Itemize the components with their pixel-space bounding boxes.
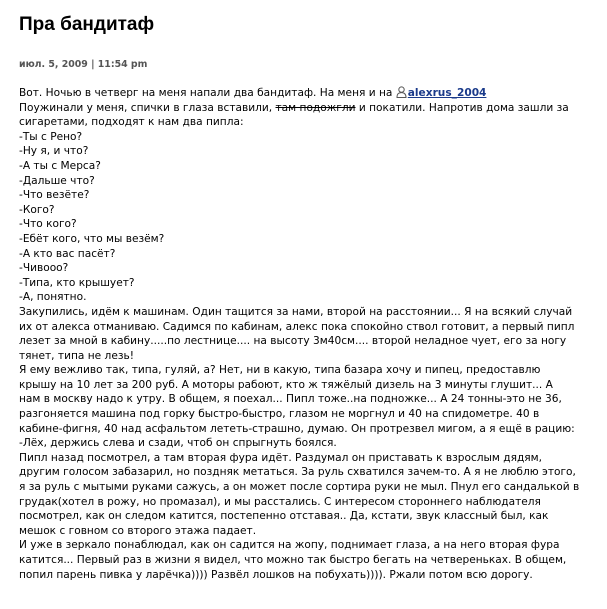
post-line: -Чивооо? (19, 262, 69, 275)
post-line (19, 86, 601, 101)
post-line: их от алекса отманиваю. Садимся по кабинам, алекс пока спокойно ствол готовит, а первый пипл (19, 320, 575, 333)
post-line: попил парень пивка у ларёчка)))) Развёл лошков на побухать)))). Ржали потом всю дорогу. (19, 568, 533, 581)
post-line: кабине-фигня, 40 над асфальтом лететь-страшно, думаю. Он протрезвел мигом, а я ещё в рацию: (19, 422, 575, 435)
post-title: Пра бандитаф (19, 14, 155, 35)
post-body (19, 86, 601, 582)
post-line: -Типа, кто крышует? (19, 276, 135, 289)
post-line: -Лёх, держись слева и сзади, чтоб он спрыгнуть боялся. (19, 437, 337, 450)
post-lines (19, 115, 601, 582)
post-line: я за руль с мытыми руками сажусь, а он может после сортира руки не мыл. Пнул его сандалькой в (19, 481, 580, 494)
post-line (19, 101, 601, 116)
post-line: Закупились, идём к машинам. Один тащится за нами, второй на расстоянии... Я на всякий случай (19, 305, 573, 318)
post-line: -Что везёте? (19, 189, 90, 202)
post-line: -Кого? (19, 203, 55, 216)
struck-text: там подожгли (275, 101, 356, 114)
post-line: посмотрел, как он следом катится, постепенно отставая.. Да, кстати, звук классный был, как (19, 510, 549, 523)
post-line: мешок с говном со второго этажа падает. (19, 524, 257, 537)
post-line: -А кто вас пасёт? (19, 247, 116, 260)
post-line: лезет за мной в кабину.....по лестнице.... на высоту 3м40см.... второй неладное чует, его за ногу (19, 335, 567, 348)
user-icon (396, 86, 407, 98)
post-line: -Ебёт кого, что мы везём? (19, 232, 165, 245)
intro-text: Вот. Ночью в четверг на меня напали два бандитаф. На меня и на (19, 87, 396, 99)
post-line: катится... Первый раз в жизни я видел, что можно так быстро бегать на четвереньках. В общем, (19, 554, 567, 566)
post-line: -А ты с Мерса? (19, 159, 101, 172)
post-line: Пипл назад посмотрел, а там вторая фура идёт. Раздумал он приставать к взрослым дядям, (19, 451, 543, 464)
post-line: сигаретами, подходят к нам два пипла: (19, 116, 244, 129)
user-name: alexrus_2004 (407, 87, 487, 99)
post-line: другим голосом забазарил, но поздняк метаться. За руль схватился зачем-то. А я не люблю этого, (19, 466, 576, 479)
post-line: -А, понятно. (19, 291, 87, 304)
post-line: Я ему вежливо так, типа, гуляй, а? Нет, ни в какую, типа базара хочу и пипец, предоставлю (19, 364, 541, 377)
post-line: нам в москву надо к утру. В общем, я поехал... Пипл тоже..на подножке... А 24 тонны-это не 36, (19, 393, 562, 406)
line2-before: Поужинали у меня, спички в глаза вставили, (19, 101, 276, 114)
post-line: -Ты с Рено? (19, 130, 83, 143)
post-line: тянет, типа не лезь! (19, 349, 134, 362)
post-line: -Ну я, и что? (19, 145, 89, 158)
post-line: крышу на 10 лет за 200 руб. А моторы рабоют, кто ж тяжёлый дизель на 3 минуты глушит... А (19, 378, 553, 391)
line2-after: и покатили. Напротив дома зашли за (355, 101, 569, 114)
post-line: И уже в зеркало понаблюдал, как он садится на жопу, поднимает глаза, а на него вторая фура (19, 539, 560, 552)
post-date: июл. 5, 2009 | 11:54 pm (19, 59, 148, 70)
post-line: грудак(хотел в рожу, но промазал), и мы расстались. С интересом стороннего наблюдателя (19, 495, 541, 508)
post-line: -Дальше что? (19, 174, 95, 187)
user-link[interactable] (396, 87, 487, 99)
post-line: -Что кого? (19, 218, 77, 231)
post-line: разгоняется машина под горку быстро-быстро, глазом не моргнул и 40 на спидометре. 40 в (19, 408, 540, 421)
